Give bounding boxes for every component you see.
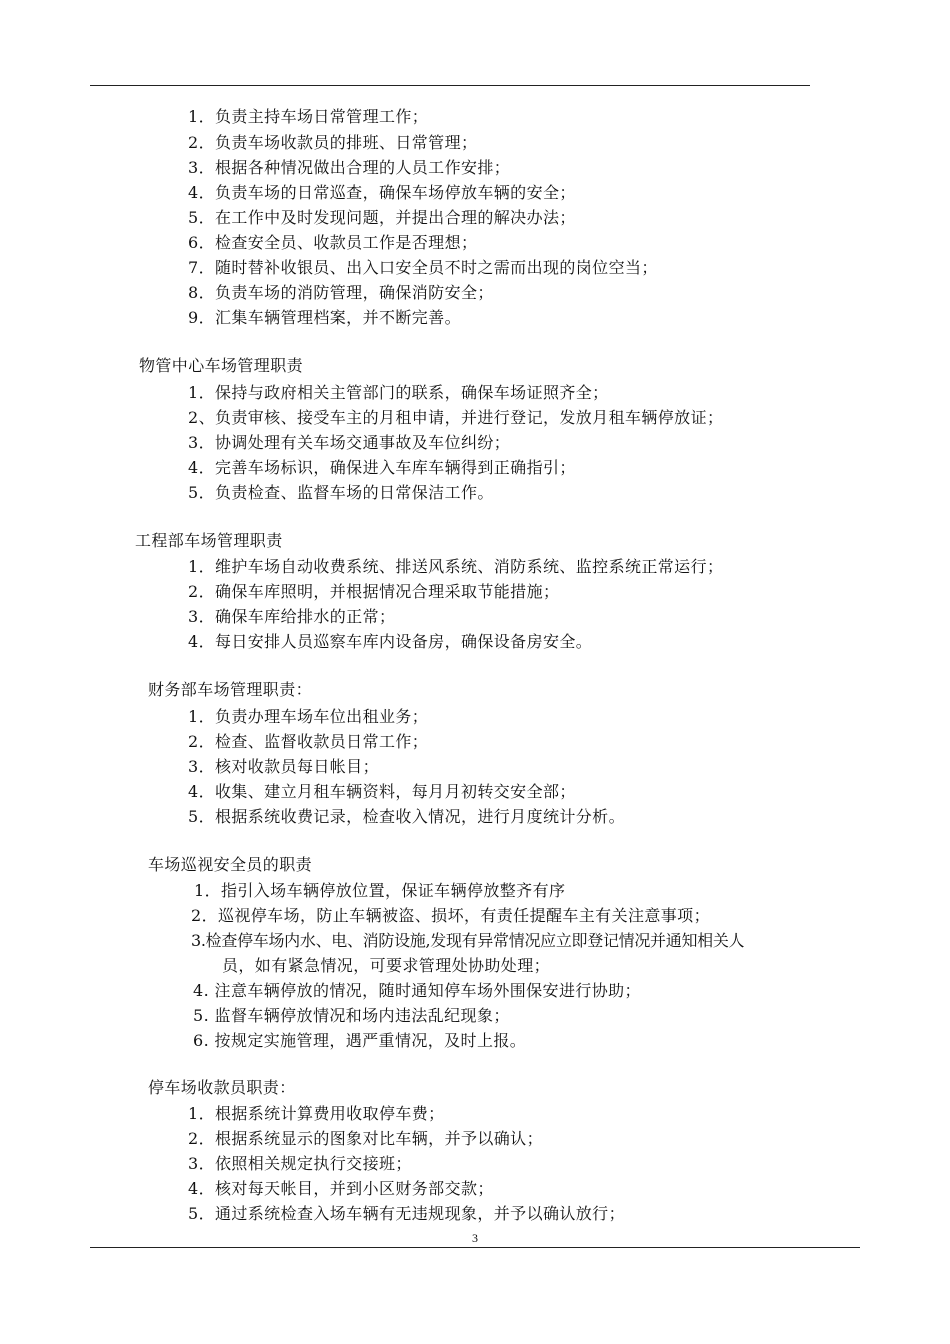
section-heading: 车场巡视安全员的职责 [148, 855, 313, 874]
list-item: 2．巡视停车场，防止车辆被盗、损坏，有责任提醒车主有关注意事项； [191, 906, 710, 925]
list-item: 1．负责办理车场车位出租业务； [188, 707, 429, 726]
list-item: 员，如有紧急情况，可要求管理处协助处理； [222, 956, 551, 975]
list-item: 2．负责车场收款员的排班、日常管理； [188, 133, 478, 152]
list-item: 3．根据各种情况做出合理的人员工作安排； [188, 158, 511, 177]
list-item: 2．检查、监督收款员日常工作； [188, 732, 429, 751]
list-item: 3．核对收款员每日帐目； [188, 757, 379, 776]
list-item: 5．根据系统收费记录，检查收入情况，进行月度统计分析。 [188, 807, 625, 826]
header-rule [90, 85, 810, 86]
section-heading: 财务部车场管理职责： [148, 680, 313, 699]
list-item: 5．通过系统检查入场车辆有无违规现象，并予以确认放行； [188, 1204, 625, 1223]
list-item: 4．收集、建立月租车辆资料，每月月初转交安全部； [188, 782, 576, 801]
list-item: 4．负责车场的日常巡查，确保车场停放车辆的安全； [188, 183, 576, 202]
list-item: 3．确保车库给排水的正常； [188, 607, 396, 626]
list-item: 4．完善车场标识，确保进入车库车辆得到正确指引； [188, 458, 576, 477]
list-item: 5．负责检查、监督车场的日常保洁工作。 [188, 483, 494, 502]
page-number: 3 [472, 1231, 478, 1245]
list-item: 5. 监督车辆停放情况和场内违法乱纪现象； [193, 1006, 510, 1025]
list-item: 2．根据系统显示的图象对比车辆，并予以确认； [188, 1129, 543, 1148]
list-item: 6. 按规定实施管理，遇严重情况，及时上报。 [193, 1031, 527, 1050]
list-item: 1．保持与政府相关主管部门的联系，确保车场证照齐全； [188, 383, 609, 402]
list-item: 4．每日安排人员巡察车库内设备房，确保设备房安全。 [188, 632, 593, 651]
list-item: 3．协调处理有关车场交通事故及车位纠纷； [188, 433, 511, 452]
list-item: 4．核对每天帐目，并到小区财务部交款； [188, 1179, 494, 1198]
list-item: 9．汇集车辆管理档案，并不断完善。 [188, 308, 461, 327]
list-item: 2、负责审核、接受车主的月租申请，并进行登记，发放月租车辆停放证； [188, 408, 724, 427]
section-heading: 停车场收款员职责： [148, 1078, 296, 1097]
list-item: 3.检查停车场内水、电、消防设施,发现有异常情况应立即登记情况并通知相关人 [191, 931, 745, 950]
section-heading: 工程部车场管理职责 [135, 531, 283, 550]
list-item: 3．依照相关规定执行交接班； [188, 1154, 412, 1173]
list-item: 4. 注意车辆停放的情况，随时通知停车场外围保安进行协助； [193, 981, 641, 1000]
list-item: 1．根据系统计算费用收取停车费； [188, 1104, 445, 1123]
list-item: 2．确保车库照明，并根据情况合理采取节能措施； [188, 582, 560, 601]
list-item: 1．负责主持车场日常管理工作； [188, 107, 429, 126]
footer-rule [90, 1247, 860, 1248]
list-item: 7．随时替补收银员、出入口安全员不时之需而出现的岗位空当； [188, 258, 658, 277]
section-heading: 物管中心车场管理职责 [139, 356, 304, 375]
list-item: 8．负责车场的消防管理，确保消防安全； [188, 283, 494, 302]
list-item: 5．在工作中及时发现问题，并提出合理的解决办法； [188, 208, 576, 227]
list-item: 1．指引入场车辆停放位置，保证车辆停放整齐有序 [194, 881, 566, 900]
list-item: 1．维护车场自动收费系统、排送风系统、消防系统、监控系统正常运行； [188, 557, 724, 576]
list-item: 6．检查安全员、收款员工作是否理想； [188, 233, 478, 252]
